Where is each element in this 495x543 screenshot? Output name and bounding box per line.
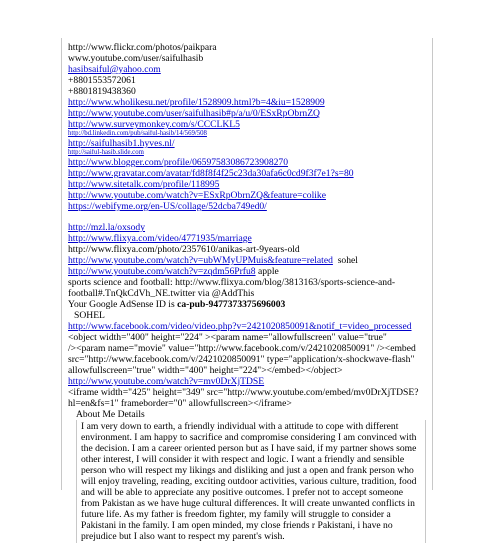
phone-2: +8801819438360 <box>68 86 136 97</box>
iframe-code-1: <iframe width="425" height="349" src="http://www.youtube.com/embed/mv0DrXjTDSE? <box>68 387 419 398</box>
youtube-related-line <box>68 255 430 266</box>
embed-code-1: <object width="400" height="224" ><param name="allowfullscreen" value="true" <box>68 332 387 343</box>
youtube-apple-line <box>68 266 430 277</box>
mzl-link[interactable]: http://mzl.la/oxsody <box>68 222 146 233</box>
sports-science-continued: football#.TnQkCdVh_NE.twitter via @AddThis <box>68 288 255 299</box>
sohel-inline-text: sohel <box>337 255 358 266</box>
sohel-name: SOHEL <box>74 310 105 321</box>
youtube-profile-link[interactable]: http://www.youtube.com/user/saifulhasib#p/a/u/0/ESxRpObrnZQ <box>68 108 320 119</box>
surveymonkey-link[interactable]: http://www.surveymonkey.com/s/CCCLKL5 <box>68 119 240 130</box>
facebook-video-link[interactable]: http://www.facebook.com/video/video.php?v=2421020850091&notif_t=video_processed <box>68 321 412 332</box>
youtube-user-url: www.youtube.com/user/saifulhasib <box>68 53 204 64</box>
sports-science-text: sports science and football: http://www.flixya.com/blog/3813163/sports-science-and- <box>68 277 396 288</box>
adsense-label: Your Google AdSense ID is <box>68 299 178 310</box>
phone-1: +8801553572061 <box>68 75 136 86</box>
about-body: I am very down to earth, a friendly individual with a attitude to cope with different environment. I am happy to sacrifice and compromise considering I am convinced with the decision. I am a career oriented person but as I have said, if my partner shows some other interest, I will consider it with respect and logic. I want a friendly and sensible person who will respect my likings and disliking and just a open and frank person who will enjoy traveling, reading, exciting outdoor activities, various culture, tradition, food and will be able to appreciate any positive outcomes. I prefer not to accept someone from Pakistan as we have huge cultural differences. It will create unwanted conflicts in future life. As my father is freedom fighter, my family will struggle to consider a Pakistani in the family. I am open minded, my close friends r Pakistani, i have no prejudice but I also want to respect my parent's wish. <box>76 420 426 543</box>
linkedin-link[interactable]: http://bd.linkedin.com/pub/saiful-hasib/14/569/508 <box>68 130 207 137</box>
embed-code-4: allowfullscreen="true" width="400" height="224"></embed></object> <box>68 365 343 376</box>
flixya-marriage-link[interactable]: http://www.flixya.com/video/4771935/marriage <box>68 233 252 244</box>
gravatar-link[interactable]: http://www.gravatar.com/avatar/fd8f8f4f25c23da30afa6c0cd9f3f7e1?s=80 <box>68 168 354 179</box>
flickr-url: http://www.flickr.com/photos/paikpara <box>68 42 217 53</box>
yahoo-email-link[interactable]: hasibsaiful@yahoo.com <box>68 64 161 75</box>
spacer <box>68 212 430 222</box>
webfyme-link[interactable]: https://webifyme.org/en-US/collage/52dcba749ed0/ <box>68 201 267 212</box>
adsense-id: ca-pub-9477373375696003 <box>177 299 286 310</box>
youtube-apple-link[interactable]: http://www.youtube.com/watch?v=zqdm56Prfu8 <box>68 266 256 277</box>
apple-text: apple <box>257 266 279 277</box>
youtube-feature-link[interactable]: http://www.youtube.com/watch?v=ESxRpObrnZQ&feature=colike <box>68 190 326 201</box>
adsense-line <box>68 299 430 310</box>
about-heading: About Me Details <box>76 409 145 420</box>
flixya-photo-url: http://www.flixya.com/photo/2357610/anikas-art-9years-old <box>68 244 300 255</box>
embed-code-2: /><param name="movie" value="http://www.facebook.com/v/2421020850091" /><embed <box>68 343 416 354</box>
youtube-mv-link[interactable]: http://www.youtube.com/watch?v=mv0DrXjTDSE <box>68 376 265 387</box>
blogger-link[interactable]: http://www.blogger.com/profile/06597583086723908270 <box>68 157 289 168</box>
youtube-related-link[interactable]: http://www.youtube.com/watch?v=ubWMyUPMuis&feature=related <box>68 255 333 266</box>
iframe-code-2: hl=en&fs=1" frameborder="0" allowfullscreen></iframe> <box>68 398 292 409</box>
wholikesu-link[interactable]: http://www.wholikesu.net/profile/1528909.html?b=4&iu=1528909 <box>68 97 325 108</box>
embed-code-3: src="http://www.facebook.com/v/2421020850091" type="application/x-shockwave-flash" <box>68 354 415 365</box>
sitetalk-link[interactable]: http://www.sitetalk.com/profile/118995 <box>68 179 220 190</box>
hyves-link[interactable]: http://saifulhasib1.hyves.nl/ <box>68 138 175 149</box>
document-content <box>68 42 430 543</box>
slide-link[interactable]: http://saiful-hasib.slide.com <box>68 149 144 156</box>
